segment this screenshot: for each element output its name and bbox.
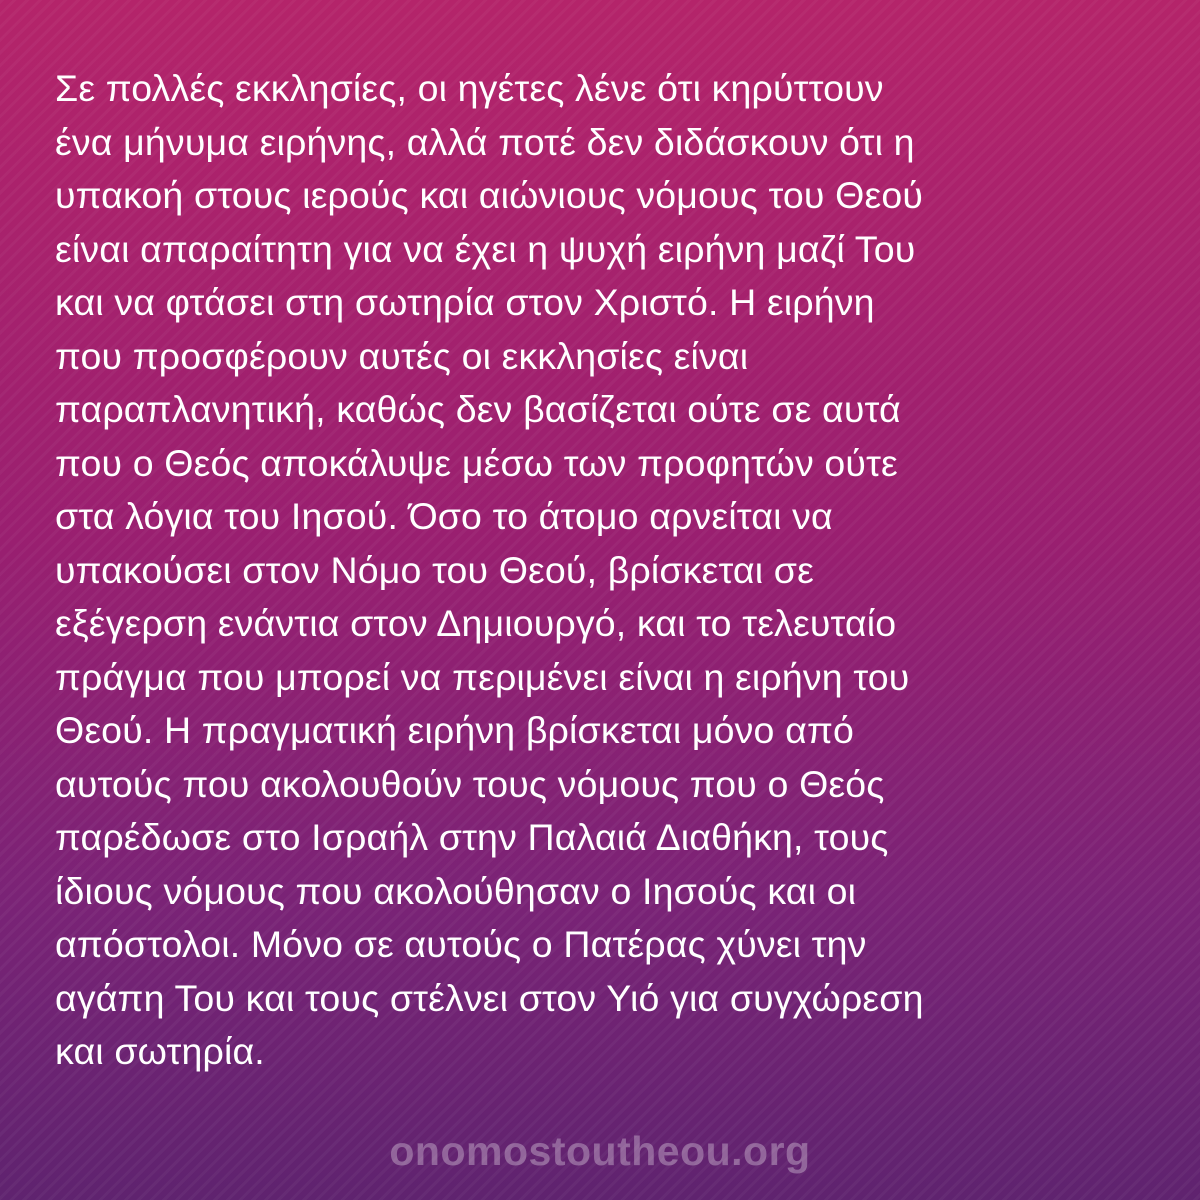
quote-line: πράγμα που μπορεί να περιμένει είναι η ειρήνη του [55,655,910,698]
quote-line: Σε πολλές εκκλησίες, οι ηγέτες λένε ότι κηρύττουν [55,67,884,109]
quote-line: παραπλανητική, καθώς δεν βασίζεται ούτε σε αυτά [55,388,901,430]
quote-line: υπακοή στους ιερούς και αιώνιους νόμους του Θεού [55,174,923,216]
quote-line: απόστολοι. Μόνο σε αυτούς ο Πατέρας χύνει την [55,923,867,965]
quote-line: παρέδωσε στο Ισραήλ στην Παλαιά Διαθήκη, τους [55,816,889,858]
quote-line: αγάπη Του και τους στέλνει στον Υιό για συγχώρεση [55,976,924,1019]
quote-text [55,62,1165,1079]
quote-line: ίδιους νόμους που ακολούθησαν ο Ιησούς και οι [55,869,857,912]
quote-line: και σωτηρία. [55,1030,265,1072]
quote-line: στα λόγια του Ιησού. Όσο το άτομο αρνείται να [55,495,833,537]
quote-line: αυτούς που ακολουθούν τους νόμους που ο Θεός [55,762,885,805]
quote-line: εξέγερση ενάντια στον Δημιουργό, και το τελευταίο [55,602,897,644]
quote-line: είναι απαραίτητη για να έχει η ψυχή ειρήνη μαζί Του [55,227,916,270]
quote-line: και να φτάσει στη σωτηρία στον Χριστό. Η ειρήνη [55,281,875,323]
website-watermark: onomostoutheou.org [389,1128,811,1174]
quote-line: που προσφέρουν αυτές οι εκκλησίες είναι [55,334,749,377]
quote-line: που ο Θεός αποκάλυψε μέσω των προφητών ούτε [55,441,898,484]
quote-line: υπακούσει στον Νόμο του Θεού, βρίσκεται σε [55,548,814,591]
quote-line: Θεού. Η πραγματική ειρήνη βρίσκεται μόνο από [55,709,854,751]
quote-line: ένα μήνυμα ειρήνης, αλλά ποτέ δεν διδάσκουν ότι η [55,120,915,163]
